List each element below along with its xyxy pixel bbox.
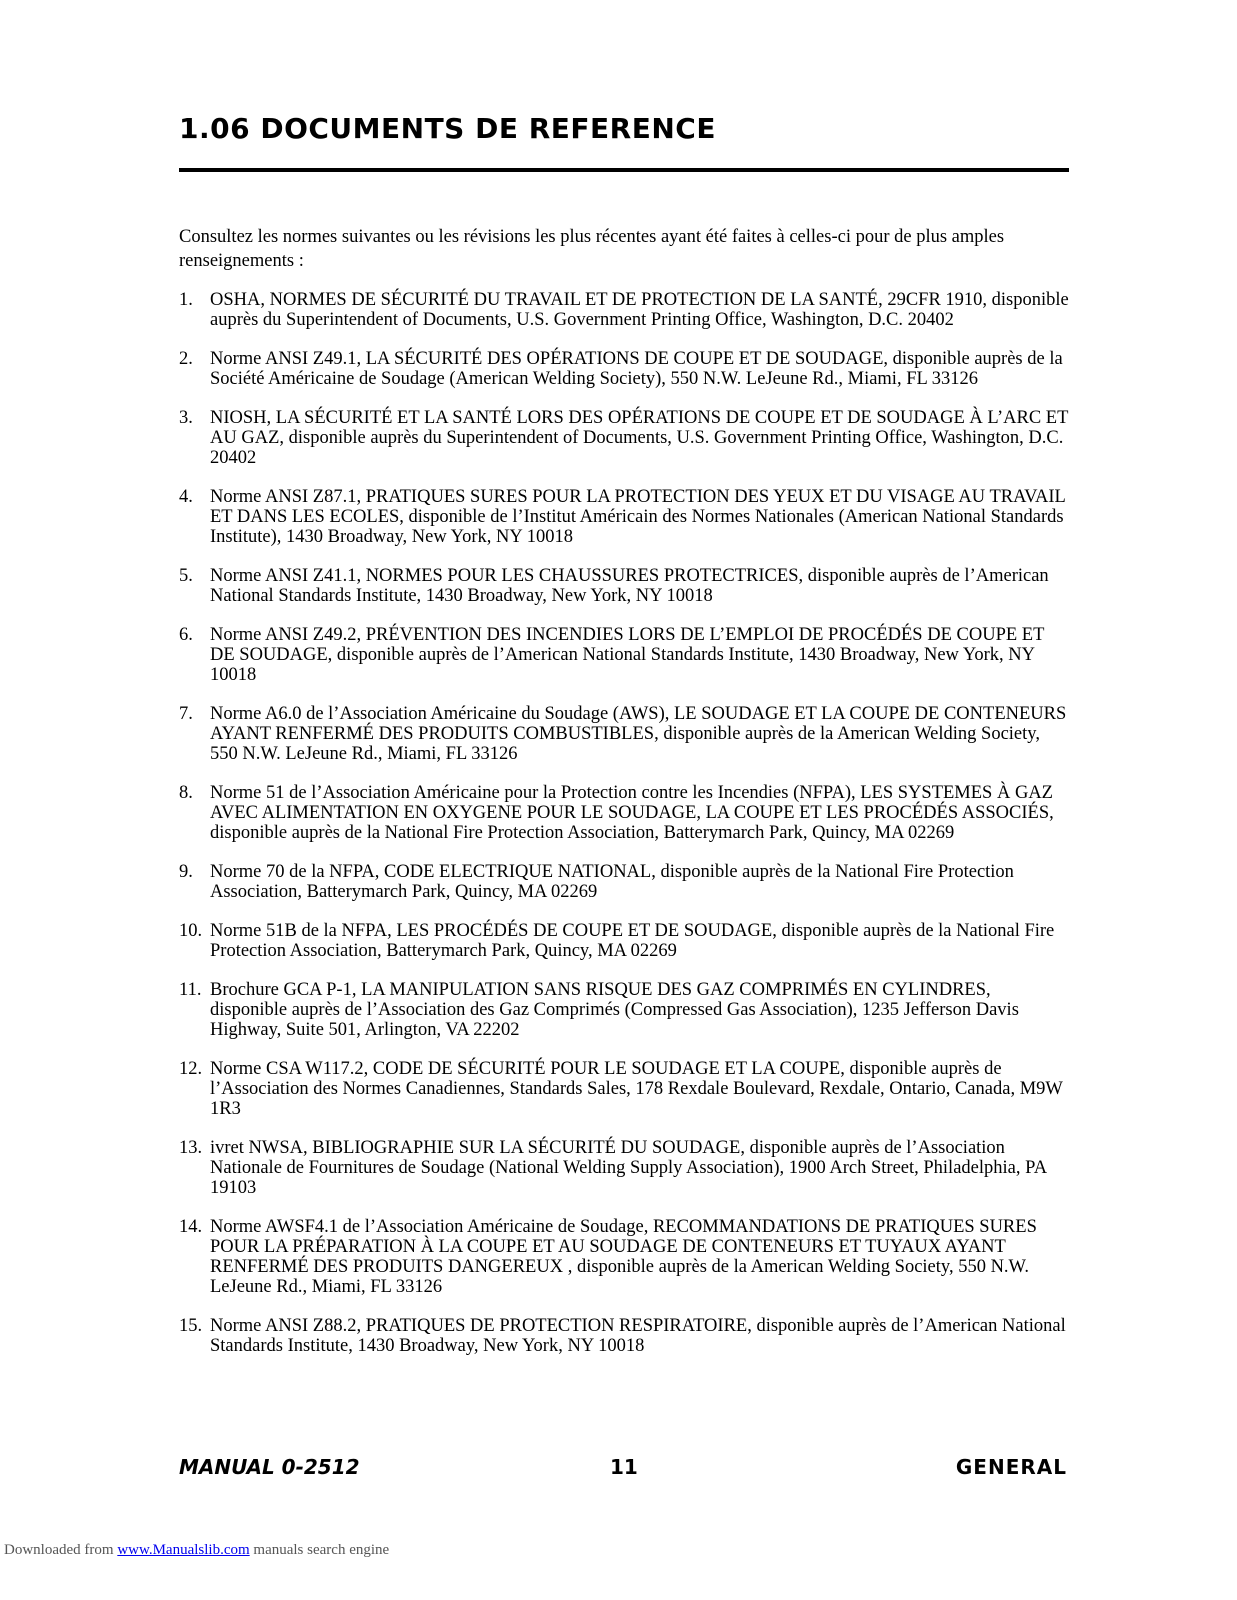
download-prefix: Downloaded from	[4, 1542, 118, 1558]
reference-item	[179, 921, 1069, 961]
reference-text: Brochure GCA P-1, LA MANIPULATION SANS RISQUE DES GAZ COMPRIMÉS EN CYLINDRES, disponible auprès de l’Association des Gaz Comprimés (Compressed Gas Association), 1235 Jefferson Davis Highway, Suite 501, Arlington, VA 22202	[210, 980, 1019, 1040]
reference-text: Norme A6.0 de l’Association Américaine du Soudage (AWS), LE SOUDAGE ET LA COUPE DE CONTENEURS AYANT RENFERMÉ DES PRODUITS COMBUSTIBLES, disponible auprès de la American Welding Society, 550 N.W. LeJeune Rd., Miami, FL 33126	[210, 704, 1067, 764]
reference-number: 4.	[179, 487, 193, 507]
reference-item	[179, 408, 1069, 468]
reference-number: 2.	[179, 349, 193, 369]
reference-item	[179, 1138, 1069, 1198]
reference-item	[179, 783, 1069, 843]
reference-number: 12.	[179, 1059, 203, 1079]
reference-number: 11.	[179, 980, 202, 1000]
download-suffix: manuals search engine	[249, 1542, 390, 1558]
reference-number: 6.	[179, 625, 193, 645]
manualslib-link[interactable]: www.Manualslib.com	[117, 1542, 250, 1558]
reference-text: Norme AWSF4.1 de l’Association Américaine de Soudage, RECOMMANDATIONS DE PRATIQUES SURES POUR LA PRÉPARATION À LA COUPE ET AU SOUDAGE DE CONTENEURS ET TUYAUX AYANT RENFERMÉ DES PRODUITS DANGEREUX , disponible auprès de la American Welding Society, 550 N.W. LeJeune Rd., Miami, FL 33126	[210, 1217, 1037, 1297]
reference-number: 13.	[179, 1138, 203, 1158]
reference-item	[179, 625, 1069, 685]
reference-item	[179, 1059, 1069, 1119]
reference-item	[179, 566, 1069, 606]
reference-text: ivret NWSA, BIBLIOGRAPHIE SUR LA SÉCURITÉ DU SOUDAGE, disponible auprès de l’Association Nationale de Fournitures de Soudage (National Welding Supply Association), 1900 Arch Street, Philadelphia, PA 19103	[210, 1138, 1047, 1198]
reference-number: 10.	[179, 921, 203, 941]
reference-text: OSHA, NORMES DE SÉCURITÉ DU TRAVAIL ET DE PROTECTION DE LA SANTÉ, 29CFR 1910, disponible auprès du Superintendent of Documents, U.S. Government Printing Office, Washington, D.C. 20402	[210, 290, 1069, 330]
reference-number: 8.	[179, 783, 193, 803]
download-banner	[4, 1542, 389, 1559]
reference-number: 9.	[179, 862, 193, 882]
reference-item	[179, 487, 1069, 547]
reference-text: Norme ANSI Z41.1, NORMES POUR LES CHAUSSURES PROTECTRICES, disponible auprès de l’American National Standards Institute, 1430 Broadway, New York, NY 10018	[210, 566, 1049, 606]
footer-page-number: 11	[610, 1455, 638, 1479]
reference-text: Norme CSA W117.2, CODE DE SÉCURITÉ POUR LE SOUDAGE ET LA COUPE, disponible auprès de l’Association des Normes Canadiennes, Standards Sales, 178 Rexdale Boulevard, Rexdale, Ontario, Canada, M9W 1R3	[210, 1059, 1063, 1119]
reference-text: Norme ANSI Z88.2, PRATIQUES DE PROTECTION RESPIRATOIRE, disponible auprès de l’American National Standards Institute, 1430 Broadway, New York, NY 10018	[210, 1316, 1066, 1356]
reference-number: 3.	[179, 408, 193, 428]
page-title: 1.06 DOCUMENTS DE REFERENCE	[179, 112, 716, 145]
reference-text: Norme ANSI Z49.1, LA SÉCURITÉ DES OPÉRATIONS DE COUPE ET DE SOUDAGE, disponible auprès de la Société Américaine de Soudage (American Welding Society), 550 N.W. LeJeune Rd., Miami, FL 33126	[210, 349, 1063, 389]
reference-number: 5.	[179, 566, 193, 586]
reference-text: Norme 70 de la NFPA, CODE ELECTRIQUE NATIONAL, disponible auprès de la National Fire Protection Association, Batterymarch Park, Quincy, MA 02269	[210, 862, 1014, 902]
reference-number: 7.	[179, 704, 193, 724]
reference-item	[179, 704, 1069, 764]
reference-number: 1.	[179, 290, 193, 310]
footer-section: GENERAL	[955, 1455, 1067, 1479]
reference-item	[179, 980, 1069, 1040]
reference-number: 14.	[179, 1217, 203, 1237]
reference-text: NIOSH, LA SÉCURITÉ ET LA SANTÉ LORS DES OPÉRATIONS DE COUPE ET DE SOUDAGE À L’ARC ET AU GAZ, disponible auprès du Superintendent of Documents, U.S. Government Printing Office, Washington, D.C. 20402	[210, 408, 1069, 468]
reference-text: Norme ANSI Z87.1, PRATIQUES SURES POUR LA PROTECTION DES YEUX ET DU VISAGE AU TRAVAIL ET DANS LES ECOLES, disponible de l’Institut Américain des Normes Nationales (American National Standards Institute), 1430 Broadway, New York, NY 10018	[210, 487, 1066, 547]
reference-list	[179, 290, 1069, 1375]
reference-text: Norme 51 de l’Association Américaine pour la Protection contre les Incendies (NFPA), LES SYSTEMES À GAZ AVEC ALIMENTATION EN OXYGENE POUR LE SOUDAGE, LA COUPE ET LES PROCÉDÉS ASSOCIÉS, disponible auprès de la National Fire Protection Association, Batterymarch Park, Quincy, MA 02269	[210, 783, 1054, 843]
reference-item	[179, 1217, 1069, 1297]
reference-item	[179, 862, 1069, 902]
reference-text: Norme ANSI Z49.2, PRÉVENTION DES INCENDIES LORS DE L’EMPLOI DE PROCÉDÉS DE COUPE ET DE SOUDAGE, disponible auprès de l’American National Standards Institute, 1430 Broadway, New York, NY 10018	[210, 625, 1045, 685]
reference-number: 15.	[179, 1316, 203, 1336]
reference-text: Norme 51B de la NFPA, LES PROCÉDÉS DE COUPE ET DE SOUDAGE, disponible auprès de la National Fire Protection Association, Batterymarch Park, Quincy, MA 02269	[210, 921, 1055, 961]
reference-item	[179, 1316, 1069, 1356]
footer-manual-number: MANUAL 0-2512	[179, 1455, 360, 1479]
reference-item	[179, 349, 1069, 389]
title-divider	[179, 168, 1069, 172]
intro-paragraph: Consultez les normes suivantes ou les révisions les plus récentes ayant été faites à celles-ci pour de plus amples renseignements :	[179, 227, 1005, 271]
reference-item	[179, 290, 1069, 330]
